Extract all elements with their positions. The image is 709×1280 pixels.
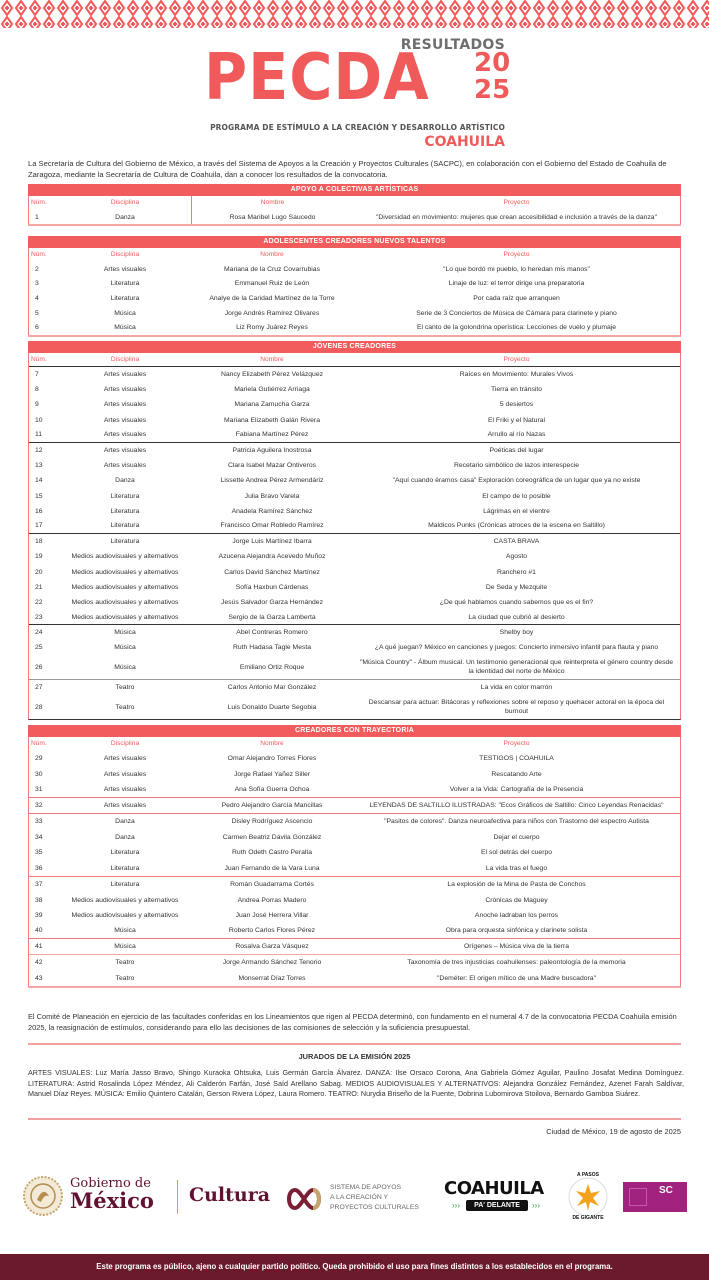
pecda-title: PECDA xyxy=(204,41,430,115)
table-row xyxy=(29,367,680,382)
table-row xyxy=(29,877,680,893)
cell-proyecto: Volver a la Vida: Cartografía de la Presencia xyxy=(449,786,584,794)
program-subtitle: PROGRAMA DE ESTÍMULO A LA CREACIÓN Y DESARROLLO ARTÍSTICO xyxy=(210,123,505,132)
cell-num: 26 xyxy=(35,663,43,671)
cell-nombre: Ruth Odeth Castro Peralta xyxy=(231,849,313,857)
column-headers xyxy=(29,196,680,210)
cell-disciplina: Literatura xyxy=(110,492,140,500)
table-row xyxy=(29,782,680,798)
table-row xyxy=(29,262,680,277)
cell-nombre: Mariana Zamucha Garza xyxy=(234,401,310,409)
cell-proyecto: Poéticas del lugar xyxy=(489,447,544,455)
cell-proyecto: Tierra en tránsito xyxy=(490,386,543,394)
cell-disciplina: Música xyxy=(114,309,136,317)
cell-nombre: Jorge Armando Sánchez Tenorio xyxy=(222,959,322,967)
cell-disciplina: Artes visuales xyxy=(103,462,147,470)
chevrons-left-icon: ››› xyxy=(452,1201,460,1210)
decorative-pattern-band xyxy=(0,0,709,32)
cultura-logo: Cultura xyxy=(189,1184,271,1206)
cell-disciplina: Literatura xyxy=(110,538,140,546)
cell-nombre: Ana Sofía Guerra Ochoa xyxy=(234,786,310,794)
cell-num: 24 xyxy=(35,629,43,637)
cell-num: 32 xyxy=(35,801,43,809)
cell-nombre: Jorge Luis Martínez Ibarra xyxy=(232,538,312,546)
sacpc-line2: A LA CREACIÓN Y xyxy=(330,1194,389,1201)
cell-proyecto: Por cada raíz que arranquen xyxy=(473,294,560,302)
table-row xyxy=(29,306,680,321)
column-headers xyxy=(29,737,680,751)
cell-num: 6 xyxy=(35,324,39,332)
cell-proyecto: Recetario simbólico de lazos interespecie xyxy=(453,462,580,470)
table-row xyxy=(29,798,680,814)
cell-num: 9 xyxy=(35,401,39,409)
cell-num: 22 xyxy=(35,598,43,606)
table-row xyxy=(29,320,680,335)
cell-proyecto: Dejar el cuerpo xyxy=(493,833,540,841)
cell-nombre: Anadela Ramírez Sánchez xyxy=(231,507,313,515)
national-seal-icon xyxy=(22,1174,64,1218)
committee-note: El Comité de Planeación en ejercicio de las facultades conferidas en los Lineamientos que rigen al PECDA determinó, con fundamento en el numeral 4.7 de la convocatoria PECDA Coahuila emisión 2025, la reasignación de estímulos, considerando para ello las decisiones de las comisiones de selección y la suficiencia presupuestal. xyxy=(28,1012,677,1032)
cell-disciplina: Medios audiovisuales y alternativos xyxy=(71,896,179,904)
cell-proyecto: "Deméter: El origen mítico de una Madre buscadora" xyxy=(437,974,596,982)
table-row xyxy=(29,210,680,224)
cell-disciplina: Artes visuales xyxy=(103,431,147,439)
cell-disciplina: Música xyxy=(114,644,136,652)
table-row xyxy=(29,504,680,519)
cell-proyecto: Agosto xyxy=(505,553,528,561)
cell-proyecto: "Pasitos de colores". Danza neuroafectiva para niños con Trastorno del espectro Autista xyxy=(384,818,649,826)
cell-nombre: Nancy Elizabeth Pérez Velázquez xyxy=(220,371,323,379)
divider xyxy=(28,1043,681,1045)
column-header-proyecto: Proyecto xyxy=(503,740,530,747)
cell-disciplina: Literatura xyxy=(110,280,140,288)
cell-disciplina: Danza xyxy=(115,818,135,826)
section-title: ADOLESCENTES CREADORES NUEVOS TALENTOS xyxy=(28,236,681,248)
cell-proyecto: 5 desiertos xyxy=(499,401,534,409)
cell-proyecto: Arrullo al río Nazas xyxy=(487,431,546,439)
cell-nombre: Juan Fernando de la Vara Luna xyxy=(224,864,320,872)
column-header-num: Núm. xyxy=(31,356,47,363)
cell-num: 33 xyxy=(35,818,43,826)
cell-nombre: Mariela Gutiérrez Arriaga xyxy=(234,386,310,394)
chevrons-right-icon: ››› xyxy=(532,1201,540,1210)
section-table xyxy=(28,353,681,720)
cell-disciplina: Literatura xyxy=(110,864,140,872)
cell-disciplina: Literatura xyxy=(110,507,140,515)
cell-nombre: Juan José Herrera Villar xyxy=(235,912,309,920)
cell-disciplina: Medios audiovisuales y alternativos xyxy=(71,583,179,591)
cell-num: 40 xyxy=(35,927,43,935)
table-row xyxy=(29,443,680,458)
cell-num: 5 xyxy=(35,309,39,317)
sacpc-line1: SISTEMA DE APOYOS xyxy=(330,1184,402,1191)
cell-nombre: Roberto Carlos Flores Pérez xyxy=(228,927,316,935)
cell-proyecto: La vida en color marrón xyxy=(480,683,553,691)
column-header-proyecto: Proyecto xyxy=(503,199,530,206)
table-row xyxy=(29,428,680,443)
section-title: APOYO A COLECTIVAS ARTÍSTICAS xyxy=(28,184,681,196)
intro-paragraph: La Secretaría de Cultura del Gobierno de México, a través del Sistema de Apoyos a la Creación y Proyectos Culturales (SACPC), en colaboración con el Gobierno del Estado de Coahuila de Zaragoza, mediante la Secretaría de Cultura de Coahuila, dan a conocer los resultados de la convocatoria. xyxy=(28,159,667,179)
cell-num: 13 xyxy=(35,462,43,470)
cell-nombre: Liz Romy Juárez Reyes xyxy=(236,324,308,332)
cell-proyecto: Linaje de luz: el terror dirige una preparatoria xyxy=(448,280,585,288)
cell-proyecto: De Seda y Mezquite xyxy=(485,583,548,591)
column-header-disciplina: Disciplina xyxy=(110,356,140,363)
table-row xyxy=(29,829,680,845)
sacpc-logo xyxy=(283,1182,433,1216)
cell-nombre: Francisco Omar Robledo Ramírez xyxy=(220,522,324,530)
cell-num: 42 xyxy=(35,959,43,967)
cell-nombre: Analye de la Caridad Martínez de la Torre xyxy=(209,294,335,302)
section-table xyxy=(28,196,681,224)
cell-nombre: Azucena Alejandra Acevedo Muñoz xyxy=(218,553,326,561)
table-row xyxy=(29,534,680,549)
pasos-top: A PASOS xyxy=(577,1172,599,1178)
table-row xyxy=(29,519,680,534)
resultados-label: RESULTADOS xyxy=(400,37,505,53)
cell-proyecto: El canto de la golondrina operística: Lecciones de vuelo y plumaje xyxy=(416,324,617,332)
table-row xyxy=(29,382,680,397)
year-bottom: 25 xyxy=(474,75,511,105)
cell-num: 18 xyxy=(35,538,43,546)
cell-disciplina: Música xyxy=(114,629,136,637)
cell-num: 28 xyxy=(35,703,43,711)
cell-disciplina: Música xyxy=(114,927,136,935)
section-bottom-rule xyxy=(28,335,681,337)
results-section xyxy=(28,236,681,337)
cell-proyecto: Raíces en Movimiento: Murales Vivos xyxy=(459,371,574,379)
table-row xyxy=(29,291,680,306)
cell-nombre: Fabiana Martínez Pérez xyxy=(235,431,309,439)
cell-proyecto: La vida tras el fuego xyxy=(485,864,548,872)
table-row xyxy=(29,767,680,783)
cell-num: 21 xyxy=(35,583,43,591)
cell-disciplina: Artes visuales xyxy=(103,786,147,794)
cell-num: 16 xyxy=(35,507,43,515)
table-row xyxy=(29,580,680,595)
cell-proyecto: Maldicos Punks (Crónicas atroces de la escena en Saltillo) xyxy=(428,522,605,530)
cell-disciplina: Música xyxy=(114,324,136,332)
cell-disciplina: Música xyxy=(114,663,136,671)
table-row xyxy=(29,814,680,830)
cell-nombre: Omar Alejandro Torres Flores xyxy=(227,755,317,763)
cell-proyecto: "Aquí cuando éramos casa" Exploración coreográfica de un lugar que ya no existe xyxy=(392,477,641,485)
cell-num: 29 xyxy=(35,755,43,763)
cell-nombre: Mariana Elizabeth Galán Rivera xyxy=(224,416,320,424)
cell-nombre: Abel Contreras Romero xyxy=(236,629,308,637)
table-row xyxy=(29,751,680,767)
cell-disciplina: Teatro xyxy=(115,974,135,982)
cell-nombre: Jesús Salvador Garza Hernández xyxy=(220,598,323,606)
section-title: CREADORES CON TRAYECTORIA xyxy=(28,725,681,737)
table-row xyxy=(29,939,680,955)
jurados-list: ARTES VISUALES: Luz María Jasso Bravo, Shingo Kuraoka Ohtsuka, Luis Germán García Álvarez. DANZA: Ilse Orsaco Corona, Ana Gabriela Gómez Aguilar, Paulino Josafat Medina Domínguez. LITERATURA: Astrid Rosalinda López Méndez, Ali Calderón Farfán, José Saíd Arellano Sabag. MEDIOS AUDIOVISUALES Y ALTERNATIVOS: Alejandra González Fernández, Azenet Farah Saldívar, Manuel Díaz Reyes. MÚSICA: Emilio Quintero Catalán, Gerson Rivera López, Laura Romero. TEATRO: Nurydia Briseño de la Fuente, Dobrina Lubomirova Stoilova, Bernardo Gamboa Suárez. xyxy=(28,1068,684,1098)
cell-proyecto: LEYENDAS DE SALTILLO ILUSTRADAS: "Ecos Gráficos de Saltillo: Cinco Leyendas Renacidas" xyxy=(369,801,664,809)
cell-nombre: Carlos David Sánchez Martínez xyxy=(224,568,320,576)
table-row xyxy=(29,549,680,564)
table-row xyxy=(29,564,680,579)
cell-nombre: Luis Donaldo Duarte Segobia xyxy=(227,703,317,711)
cell-proyecto: CASTA BRAVA xyxy=(493,538,540,546)
cell-num: 31 xyxy=(35,786,43,794)
column-header-disciplina: Disciplina xyxy=(110,740,140,747)
column-header-nombre: Nombre xyxy=(260,356,284,363)
cell-nombre: Rosa Maribel Lugo Saucedo xyxy=(191,210,353,224)
cell-nombre: Mariana de la Cruz Covarrubias xyxy=(224,265,320,273)
cell-disciplina: Artes visuales xyxy=(103,416,147,424)
cell-nombre: Carmen Beatriz Dávila González xyxy=(222,833,322,841)
cell-nombre: Pedro Alejandro García Mancillas xyxy=(221,801,323,809)
cell-nombre: Clara Isabel Mazar Ontiveros xyxy=(227,462,316,470)
table-row xyxy=(29,955,680,971)
cell-num: 25 xyxy=(35,644,43,652)
table-row xyxy=(29,489,680,504)
results-section xyxy=(28,184,681,226)
cell-disciplina: Literatura xyxy=(110,849,140,857)
cell-proyecto: Shelby boy xyxy=(499,629,534,637)
cell-proyecto: Rescatando Arte xyxy=(491,771,542,779)
header xyxy=(0,32,709,152)
logo-separator xyxy=(177,1180,178,1214)
date-location: Ciudad de México, 19 de agosto de 2025 xyxy=(546,1127,681,1136)
cell-disciplina: Artes visuales xyxy=(103,755,147,763)
table-row xyxy=(29,610,680,625)
cell-proyecto: ¿A qué juegan? México en canciones y juegos: Concierto inmersivo infantil para flauta y piano xyxy=(374,644,659,652)
cell-proyecto: Ranchero #1 xyxy=(497,568,536,576)
cell-num: 38 xyxy=(35,896,43,904)
section-bottom-rule xyxy=(28,986,681,988)
table-row xyxy=(29,473,680,488)
cell-num: 43 xyxy=(35,974,43,982)
table-row xyxy=(29,892,680,908)
table-row xyxy=(29,861,680,877)
cell-num: 3 xyxy=(35,280,39,288)
cell-nombre: Rosalva Garza Vásquez xyxy=(235,943,309,951)
table-row xyxy=(29,656,680,680)
table-row xyxy=(29,625,680,640)
cell-proyecto: TESTIGOS | COAHUILA xyxy=(479,755,554,763)
cell-num: 4 xyxy=(35,294,39,302)
table-row xyxy=(29,695,680,719)
cell-proyecto: Anoche ladraban los perros xyxy=(474,912,559,920)
cell-nombre: Román Guadarrama Cortés xyxy=(230,880,314,888)
column-header-proyecto: Proyecto xyxy=(503,356,530,363)
gobierno-line1: Gobierno de xyxy=(70,1176,151,1191)
a-pasos-de-gigante-logo xyxy=(565,1172,611,1222)
year-label xyxy=(474,48,511,105)
cell-num: 14 xyxy=(35,477,43,485)
cell-num: 30 xyxy=(35,771,43,779)
table-row xyxy=(29,680,680,695)
cell-num: 8 xyxy=(35,386,39,394)
cell-proyecto: Orígenes – Música viva de la tierra xyxy=(463,943,570,951)
column-header-proyecto: Proyecto xyxy=(503,251,530,258)
cell-disciplina: Medios audiovisuales y alternativos xyxy=(71,598,179,606)
cell-nombre: Lissette Andrea Pérez Armendáriz xyxy=(220,477,324,485)
cell-nombre: Sofía Haxbun Cárdenas xyxy=(235,583,309,591)
cell-proyecto: La explosión de la Mina de Pasta de Conchos xyxy=(447,880,586,888)
cell-disciplina: Medios audiovisuales y alternativos xyxy=(71,553,179,561)
section-title: JÓVENES CREADORES xyxy=(28,341,681,353)
cell-num: 10 xyxy=(35,416,43,424)
cell-num: 39 xyxy=(35,912,43,920)
cell-disciplina: Medios audiovisuales y alternativos xyxy=(71,912,179,920)
state-title: COAHUILA xyxy=(424,134,505,150)
table-row xyxy=(29,458,680,473)
cell-disciplina: Artes visuales xyxy=(103,371,147,379)
cell-nombre: Carlos Antonio Mar González xyxy=(227,683,317,691)
cell-num: 23 xyxy=(35,613,43,621)
cell-disciplina: Artes visuales xyxy=(103,401,147,409)
section-table xyxy=(28,248,681,335)
cell-nombre: Andrea Porras Madero xyxy=(237,896,307,904)
cell-proyecto: El campo de lo posible xyxy=(482,492,551,500)
table-row xyxy=(29,277,680,292)
table-row xyxy=(29,924,680,940)
cell-nombre: Jorge Andrés Ramírez Olivares xyxy=(224,309,320,317)
table-row xyxy=(29,845,680,861)
cell-disciplina: Medios audiovisuales y alternativos xyxy=(71,613,179,621)
cell-disciplina: Música xyxy=(114,943,136,951)
cell-disciplina: Teatro xyxy=(115,703,135,711)
cell-disciplina: Artes visuales xyxy=(103,801,147,809)
column-header-nombre: Nombre xyxy=(191,196,353,210)
sc-label: SC xyxy=(659,1185,673,1196)
sc-logo xyxy=(623,1182,687,1212)
coahuila-subword: PA' DELANTE xyxy=(466,1200,528,1211)
cell-disciplina: Danza xyxy=(115,833,135,841)
cell-proyecto: La ciudad que cubrió al desierto xyxy=(468,613,565,621)
results-section xyxy=(28,341,681,720)
cell-nombre: Julia Bravo Varela xyxy=(244,492,300,500)
divider xyxy=(28,1118,681,1120)
cell-proyecto: "Diversidad en movimiento: mujeres que crean accesibilidad e inclusión a través de la danza" xyxy=(375,213,657,221)
cell-proyecto: Serie de 3 Conciertos de Música de Cámara para clarinete y piano xyxy=(416,309,617,317)
cell-proyecto: Lágrimas en el vientre xyxy=(483,507,550,515)
cell-num: 19 xyxy=(35,553,43,561)
cell-disciplina: Medios audiovisuales y alternativos xyxy=(71,568,179,576)
column-headers xyxy=(29,353,680,367)
gobierno-mexico-logo xyxy=(22,1174,172,1220)
coahuila-word: COAHUILA xyxy=(444,1178,544,1199)
infinity-icon xyxy=(283,1186,325,1212)
cell-nombre: Jorge Rafael Yañez Siller xyxy=(233,771,311,779)
cell-num: 11 xyxy=(35,431,43,439)
cell-disciplina: Artes visuales xyxy=(103,771,147,779)
cell-nombre: Sergio de la Garza Lamberta xyxy=(228,613,316,621)
cell-proyecto: "Lo que bordó mi pueblo, lo heredan mis manos" xyxy=(443,265,590,273)
cell-disciplina: Danza xyxy=(115,213,135,221)
cell-num: 37 xyxy=(35,880,43,888)
coahuila-logo xyxy=(444,1178,554,1218)
cell-disciplina: Artes visuales xyxy=(103,265,147,273)
column-header-disciplina: Disciplina xyxy=(110,251,140,258)
cell-nombre: Patricia Aguilera Inostrosa xyxy=(232,447,312,455)
cell-proyecto: Descansar para actuar: Bitácoras y reflexiones sobre el reposo y quehacer actoral en la época del burnout xyxy=(368,699,665,716)
cell-disciplina: Artes visuales xyxy=(103,386,147,394)
cell-proyecto: Crónicas de Maguey xyxy=(485,896,548,904)
cell-num: 17 xyxy=(35,522,43,530)
cell-proyecto: ¿De qué hablamos cuando sabemos que es el fin? xyxy=(439,598,594,606)
cell-disciplina: Literatura xyxy=(110,880,140,888)
cell-num: 12 xyxy=(35,447,43,455)
cell-num: 2 xyxy=(35,265,39,273)
pasos-bottom: DE GIGANTE xyxy=(572,1215,604,1221)
cell-disciplina: Teatro xyxy=(115,959,135,967)
column-header-nombre: Nombre xyxy=(260,740,284,747)
jurados-title: JURADOS DE LA EMISIÓN 2025 xyxy=(298,1052,411,1061)
table-row xyxy=(29,908,680,924)
cell-num: 20 xyxy=(35,568,43,576)
cell-num: 15 xyxy=(35,492,43,500)
cell-disciplina: Teatro xyxy=(115,683,135,691)
cell-num: 41 xyxy=(35,943,43,951)
year-top: 20 xyxy=(474,48,511,78)
cell-num: 1 xyxy=(35,213,39,221)
column-header-disciplina: Disciplina xyxy=(110,199,140,206)
column-header-nombre: Nombre xyxy=(260,251,284,258)
cell-nombre: Ruth Hadasa Tagle Mesta xyxy=(232,644,312,652)
cell-disciplina: Literatura xyxy=(110,522,140,530)
cell-num: 7 xyxy=(35,371,39,379)
cell-disciplina: Artes visuales xyxy=(103,447,147,455)
section-table xyxy=(28,737,681,986)
table-row xyxy=(29,413,680,428)
sacpc-line3: PROYECTOS CULTURALES xyxy=(330,1204,419,1211)
cell-nombre: Emiliano Ortiz Roque xyxy=(239,663,305,671)
cell-num: 27 xyxy=(35,683,43,691)
cell-nombre: Emmanuel Ruiz de León xyxy=(234,280,310,288)
section-bottom-rule xyxy=(28,224,681,226)
table-row xyxy=(29,640,680,655)
cell-disciplina: Literatura xyxy=(110,294,140,302)
logos-bar xyxy=(0,1168,709,1228)
cell-proyecto: "Música Country" - Álbum musical. Un testimonio generacional que reinterpreta el género country desde la identidad del norte de México xyxy=(359,659,674,676)
cell-num: 36 xyxy=(35,864,43,872)
column-headers xyxy=(29,248,680,262)
column-header-num: Núm. xyxy=(31,740,47,747)
legal-footer: Este programa es público, ajeno a cualquier partido político. Queda prohibido el uso para fines distintos a los establecidos en el programa. xyxy=(0,1254,709,1280)
cell-proyecto: El sol detrás del cuerpo xyxy=(480,849,553,857)
table-row xyxy=(29,397,680,412)
cell-disciplina: Danza xyxy=(115,477,135,485)
sc-emblem-icon xyxy=(629,1188,647,1206)
cell-num: 34 xyxy=(35,833,43,841)
cell-proyecto: Obra para orquesta sinfónica y clarinete solista xyxy=(445,927,588,935)
column-header-num: Núm. xyxy=(31,199,47,206)
cell-num: 35 xyxy=(35,849,43,857)
cell-proyecto: El Friki y el Natural xyxy=(487,416,546,424)
cell-nombre: Disley Rodríguez Ascencio xyxy=(231,818,313,826)
results-section xyxy=(28,725,681,988)
table-row xyxy=(29,595,680,610)
cell-proyecto: Taxonomía de tres injusticias coahuilenses: paleontología de la memoria xyxy=(407,959,626,967)
gobierno-line2: México xyxy=(70,1188,154,1213)
cell-nombre: Monserrat Díaz Torres xyxy=(238,974,306,982)
table-row xyxy=(29,971,680,987)
column-header-num: Núm. xyxy=(31,251,47,258)
